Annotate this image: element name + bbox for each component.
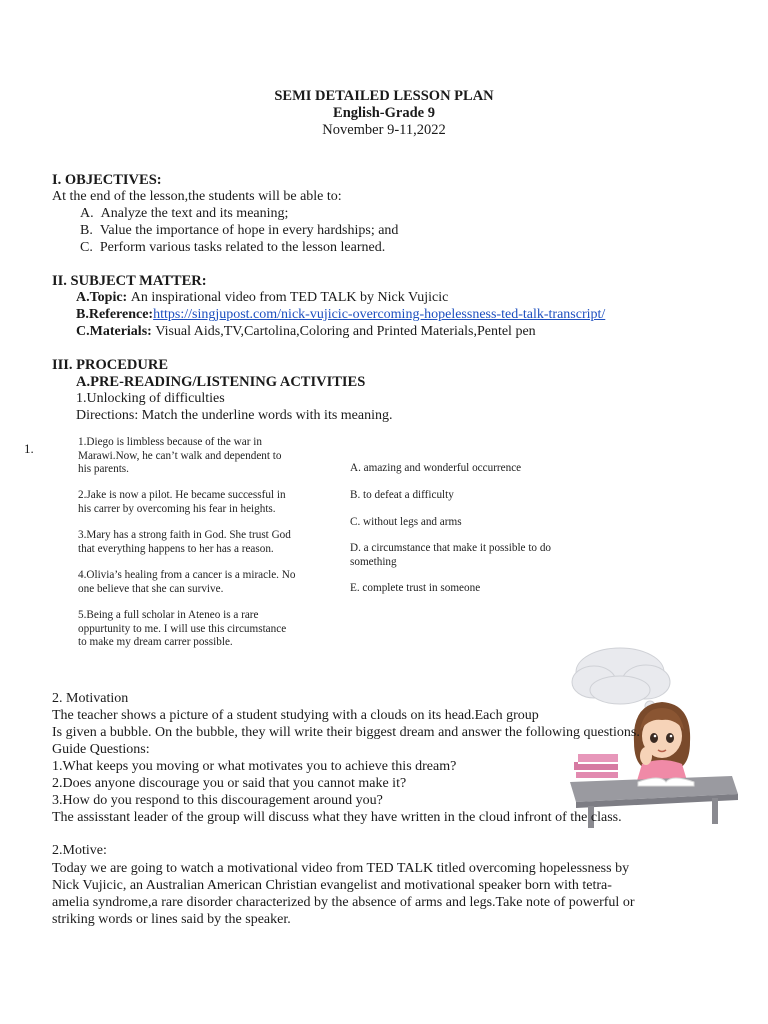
matching-sentence-4: 4.Olivia’s healing from a cancer is a miracle. No one believe that she can survive.: [78, 569, 296, 595]
materials-text: Visual Aids,TV,Cartolina,Coloring and Printed Materials,Pentel pen: [155, 324, 536, 339]
document-title: SEMI DETAILED LESSON PLAN: [274, 88, 494, 104]
objective-item-b: B. Value the importance of hope in every hardships; and: [80, 223, 399, 238]
motivation-closing: The assisstant leader of the group will discuss what they have written in the cloud infront of the class.: [52, 810, 622, 825]
meaning-c: C. without legs and arms: [350, 516, 462, 528]
guide-questions-label: Guide Questions:: [52, 742, 150, 757]
meaning-e: E. complete trust in someone: [350, 582, 481, 594]
procedure-heading: III. PROCEDURE: [52, 357, 169, 373]
meaning-d: D. a circumstance that make it possible to do something: [350, 542, 552, 568]
materials-label: C.Materials:: [76, 324, 152, 339]
materials-line: [76, 324, 536, 340]
motive-paragraph: Today we are going to watch a motivational video from TED TALK titled overcoming hopelessness by Nick Vujicic, an Australian American Christian evangelist and motivational speaker born with tetra- amelia syndrome,a rare disorder characterized by the absence of arms and legs.Take note of powerful or striking words or lines said by the speaker.: [52, 861, 635, 927]
objective-item-a: A. Analyze the text and its meaning;: [80, 206, 289, 221]
meaning-a: A. amazing and wonderful occurrence: [350, 462, 522, 474]
objective-item-c: C. Perform various tasks related to the lesson learned.: [80, 240, 386, 255]
subject-matter-heading: II. SUBJECT MATTER:: [52, 273, 207, 289]
topic-line: [76, 290, 448, 306]
guide-question-1: 1.What keeps you moving or what motivates you to achieve this dream?: [52, 759, 457, 774]
guide-question-2: 2.Does anyone discourage you or said that you cannot make it?: [52, 776, 407, 791]
document-date: November 9-11,2022: [322, 122, 446, 138]
meaning-b: B. to defeat a difficulty: [350, 489, 454, 501]
matching-sentence-2: 2.Jake is now a pilot. He became successful in his carrer by overcoming his fear in heights.: [78, 489, 286, 515]
topic-text: An inspirational video from TED TALK by Nick Vujicic: [130, 290, 449, 305]
motivation-line-1: The teacher shows a picture of a student studying with a clouds on its head.Each group: [52, 708, 539, 723]
motivation-line-2: Is given a bubble. On the bubble, they will write their biggest dream and answer the following questions.: [52, 725, 640, 740]
reference-label: B.Reference:: [76, 307, 154, 322]
motivation-heading: 2. Motivation: [52, 691, 129, 706]
reference-line: [76, 307, 605, 323]
unlocking-difficulties: 1.Unlocking of difficulties: [76, 391, 225, 406]
document-subtitle: English-Grade 9: [333, 105, 435, 121]
matching-sentence-5: 5.Being a full scholar in Ateneo is a rare oppurtunity to me. I will use this circumstance to make my dream carrer possible.: [78, 609, 287, 648]
objectives-heading: I. OBJECTIVES:: [52, 172, 162, 188]
matching-directions: Directions: Match the underline words with its meaning.: [76, 408, 393, 423]
matching-sentence-1: 1.Diego is limbless because of the war in Marawi.Now, he can’t walk and dependent to his parents.: [78, 436, 282, 475]
motive-heading: 2.Motive:: [52, 843, 107, 858]
guide-question-3: 3.How do you respond to this discouragement around you?: [52, 793, 383, 808]
reference-link[interactable]: https://singjupost.com/nick-vujicic-overcoming-hopelessness-ted-talk-transcript/: [153, 307, 606, 322]
topic-label: A.Topic:: [76, 290, 128, 305]
objectives-intro: At the end of the lesson,the students will be able to:: [52, 189, 342, 204]
matching-sentence-3: 3.Mary has a strong faith in God. She trust God that everything happens to her has a reason.: [78, 529, 291, 555]
pre-reading-heading: A.PRE-READING/LISTENING ACTIVITIES: [76, 374, 366, 390]
matching-list-number: 1.: [24, 441, 34, 456]
